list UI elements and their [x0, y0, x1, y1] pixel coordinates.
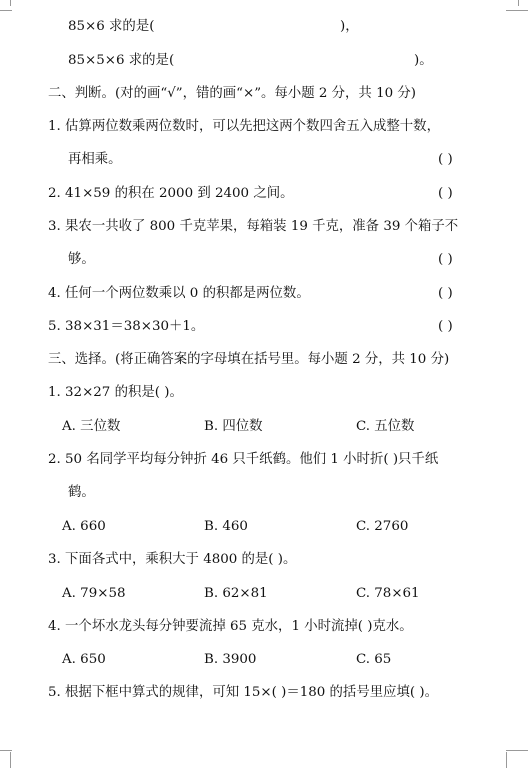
crop-mark-top-left-h: [0, 10, 12, 11]
choice-q4-option-c[interactable]: C. 65: [356, 652, 392, 667]
choice-q1-option-b[interactable]: B. 四位数: [204, 419, 263, 434]
crop-mark-bottom-right-h: [506, 750, 528, 751]
judge-item-3-answer[interactable]: ( ): [438, 252, 453, 267]
fill-item-2-close: )。: [414, 53, 433, 68]
choice-q1-option-a[interactable]: A. 三位数: [62, 419, 121, 434]
choice-q4-option-b[interactable]: B. 3900: [204, 652, 257, 667]
fill-item-1-close: )，: [340, 19, 359, 34]
judge-item-3-line1: 3. 果农一共收了 800 千克苹果，每箱装 19 千克，准备 39 个箱子不: [48, 219, 459, 234]
choice-q3-option-b[interactable]: B. 62×81: [204, 586, 268, 601]
section3-heading: 三、选择。(将正确答案的字母填在括号里。每小题 2 分，共 10 分): [48, 352, 450, 367]
choice-q5-stem: 5. 根据下框中算式的规律，可知 15×( )＝180 的括号里应填( )。: [48, 685, 438, 700]
choice-q2-line1: 2. 50 名同学平均每分钟折 46 只千纸鹤。他们 1 小时折( )只千纸: [48, 452, 439, 467]
crop-mark-top-right: [506, 0, 519, 6]
section2-heading: 二、判断。(对的画“√”，错的画“×”。每小题 2 分，共 10 分): [48, 86, 416, 101]
choice-q3-option-c[interactable]: C. 78×61: [356, 586, 420, 601]
choice-q2-line2: 鹤。: [68, 485, 95, 500]
crop-mark-top-right-h: [506, 10, 528, 11]
crop-mark-bottom-left-h: [0, 750, 12, 751]
choice-q2-option-b[interactable]: B. 460: [204, 519, 248, 534]
judge-item-1-line2: 再相乘。: [68, 152, 122, 167]
judge-item-2: 2. 41×59 的积在 2000 到 2400 之间。: [48, 186, 294, 201]
choice-q4-stem: 4. 一个坏水龙头每分钟要流掉 65 克水，1 小时流掉( )克水。: [48, 619, 413, 634]
judge-item-3-line2: 够。: [68, 252, 95, 267]
choice-q3-stem: 3. 下面各式中，乘积大于 4800 的是( )。: [48, 552, 297, 567]
crop-mark-top-left: [10, 0, 23, 6]
choice-q3-option-a[interactable]: A. 79×58: [62, 586, 126, 601]
judge-item-1-answer[interactable]: ( ): [438, 152, 453, 167]
choice-q1-stem: 1. 32×27 的积是( )。: [48, 385, 183, 400]
choice-q2-option-c[interactable]: C. 2760: [356, 519, 409, 534]
choice-q1-option-c[interactable]: C. 五位数: [356, 419, 415, 434]
crop-mark-bottom-right: [506, 752, 507, 768]
judge-item-4: 4. 任何一个两位数乘以 0 的积都是两位数。: [48, 286, 310, 301]
judge-item-5-answer[interactable]: ( ): [438, 319, 453, 334]
judge-item-4-answer[interactable]: ( ): [438, 286, 453, 301]
crop-mark-bottom-left: [10, 752, 11, 768]
fill-item-1-text: 85×6 求的是(: [68, 19, 155, 34]
fill-item-2-text: 85×5×6 求的是(: [68, 53, 175, 68]
judge-item-5: 5. 38×31＝38×30＋1。: [48, 319, 205, 334]
judge-item-2-answer[interactable]: ( ): [438, 186, 453, 201]
choice-q4-option-a[interactable]: A. 650: [62, 652, 106, 667]
choice-q2-option-a[interactable]: A. 660: [62, 519, 106, 534]
judge-item-1-line1: 1. 估算两位数乘两位数时，可以先把这两个数四舍五入成整十数，: [48, 119, 440, 134]
